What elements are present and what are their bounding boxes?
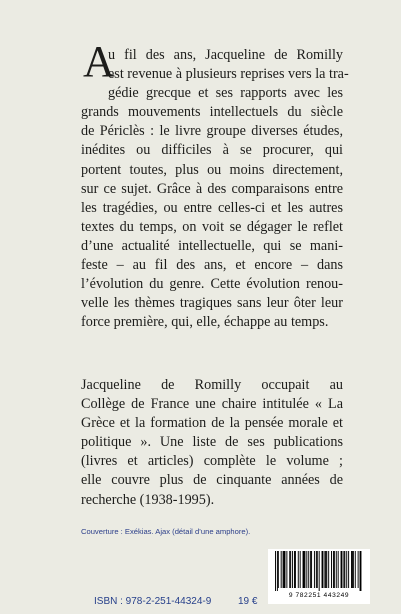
barcode-bar bbox=[358, 551, 359, 588]
text-line: textes du temps, on voit se dégager le reflet bbox=[81, 218, 343, 235]
text-line: recherche (1938-1995). bbox=[81, 491, 215, 508]
barcode-bar bbox=[361, 551, 362, 591]
barcode bbox=[268, 549, 370, 604]
text-line: inédites ou difficiles à se procurer, qui bbox=[81, 142, 343, 159]
barcode-bar bbox=[294, 551, 295, 588]
barcode-bar bbox=[319, 551, 320, 591]
text-line: politique ». Une liste de ses publications bbox=[81, 434, 343, 451]
barcode-bar bbox=[328, 551, 329, 588]
text-line: grands mouvements intellectuels du siècle bbox=[81, 104, 343, 121]
barcode-bar bbox=[283, 551, 284, 588]
barcode-bar bbox=[360, 551, 361, 591]
barcode-bar bbox=[342, 551, 343, 588]
barcode-bar bbox=[338, 551, 339, 588]
text-line: u fil des ans, Jacqueline de Romilly bbox=[108, 47, 343, 63]
barcode-bar bbox=[352, 551, 353, 588]
text-line: de Périclès : le livre groupe diverses études, bbox=[81, 123, 343, 140]
barcode-bar bbox=[334, 551, 335, 588]
barcode-bar bbox=[281, 551, 282, 588]
barcode-bar bbox=[341, 551, 342, 588]
barcode-bar bbox=[324, 551, 325, 588]
barcode-bar bbox=[333, 551, 334, 588]
barcode-bar bbox=[325, 551, 326, 588]
barcode-bar bbox=[322, 551, 323, 588]
drop-cap-letter: A bbox=[83, 37, 115, 86]
barcode-bar bbox=[290, 551, 291, 588]
barcode-bar bbox=[308, 551, 309, 588]
text-line: Jacqueline de Romilly occupait au bbox=[81, 377, 343, 393]
isbn-label: ISBN : 978-2-251-44324-9 bbox=[94, 596, 212, 607]
barcode-bar bbox=[331, 551, 332, 588]
text-line: l’évolution du genre. Cette évolution renou- bbox=[81, 276, 343, 293]
barcode-bar bbox=[351, 551, 352, 588]
author-paragraph bbox=[81, 376, 343, 510]
barcode-bar bbox=[292, 551, 293, 588]
barcode-bar bbox=[284, 551, 285, 588]
barcode-bar bbox=[316, 551, 317, 588]
text-line: les tragédies, ou entre celles-ci et les autres bbox=[81, 199, 343, 216]
barcode-bar bbox=[343, 551, 344, 588]
cover-credit: Couverture : Exékias. Ajax (détail d’une amphore). bbox=[81, 527, 251, 536]
text-line: force première, qui, elle, échappe au temps. bbox=[81, 314, 329, 331]
summary-paragraph bbox=[81, 46, 349, 332]
barcode-bar bbox=[306, 551, 307, 588]
barcode-bar bbox=[310, 551, 311, 588]
barcode-bar bbox=[323, 551, 324, 588]
text-line: (livres et articles) complète le volume ; bbox=[81, 453, 343, 470]
barcode-bar bbox=[304, 551, 305, 588]
barcode-bar bbox=[346, 551, 347, 588]
barcode-bar bbox=[298, 551, 299, 588]
text-line: elle couvre plus de cinquante années de bbox=[81, 472, 343, 489]
barcode-bar bbox=[275, 551, 276, 591]
price-label: 19 € bbox=[238, 596, 258, 607]
barcode-bar bbox=[317, 551, 318, 588]
text-line: sur ce sujet. Grâce à des comparaisons entre bbox=[81, 180, 343, 197]
barcode-bar bbox=[285, 551, 286, 588]
barcode-bar bbox=[344, 551, 345, 588]
barcode-bar bbox=[278, 551, 279, 588]
barcode-bar bbox=[355, 551, 356, 588]
text-line: Collège de France une chaire intitulée « La bbox=[81, 396, 343, 413]
barcode-bar bbox=[304, 551, 305, 588]
barcode-bar bbox=[286, 551, 287, 588]
text-line: d’une actualité intellectuelle, qui se mani- bbox=[81, 237, 343, 254]
barcode-bar bbox=[326, 551, 327, 588]
text-line: velle les thèmes tragiques sans leur ôter leur bbox=[81, 295, 343, 312]
barcode-bar bbox=[348, 551, 349, 588]
barcode-bar bbox=[300, 551, 301, 588]
barcode-bar bbox=[336, 551, 337, 588]
text-line: gédie grecque et ses rapports avec les bbox=[108, 85, 343, 102]
barcode-bar bbox=[311, 551, 312, 588]
barcode-bars bbox=[275, 549, 363, 593]
barcode-bar bbox=[277, 551, 278, 591]
text-line: portent toutes, plus ou moins directement, bbox=[81, 161, 343, 178]
barcode-bar bbox=[303, 551, 304, 588]
barcode-bar bbox=[295, 551, 296, 588]
text-line: feste – au fil des ans, et encore – dans bbox=[81, 257, 343, 274]
barcode-number: 9 782251 443249 bbox=[288, 592, 350, 599]
barcode-bar bbox=[353, 551, 354, 588]
text-line: est revenue à plusieurs reprises vers la tra- bbox=[108, 66, 349, 83]
barcode-bar bbox=[289, 551, 290, 588]
barcode-bar bbox=[314, 551, 315, 588]
text-line: Grèce et la formation de la pensée morale et bbox=[81, 415, 343, 432]
